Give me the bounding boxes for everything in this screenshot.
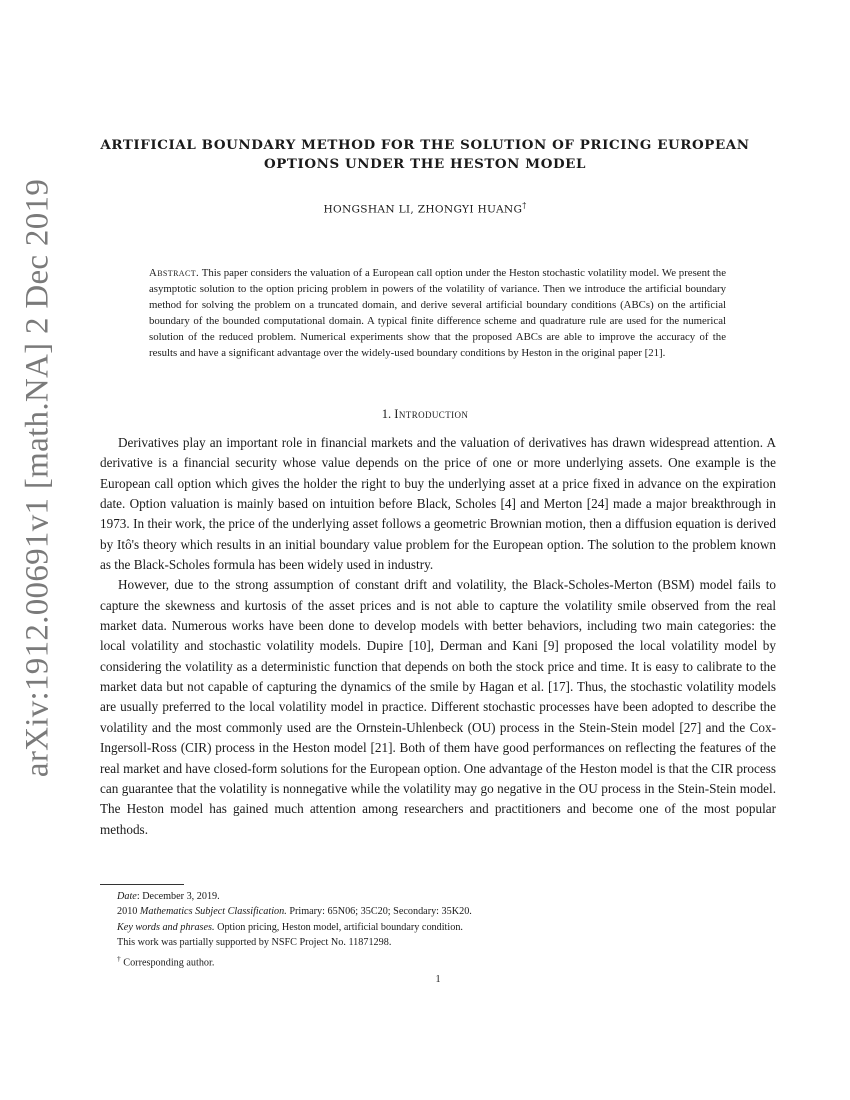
footnotes [117,889,757,970]
keywords-label: Key words and phrases. [117,921,215,933]
title-line-1: ARTIFICIAL BOUNDARY METHOD FOR THE SOLUTION OF PRICING EUROPEAN [100,137,750,153]
paragraph: However, due to the strong assumption of constant drift and volatility, the Black-Scholes-Merton (BSM) model fails to capture the skewness and kurtosis of the asset prices and is not able to capture the volatility smile observed from the real market data. Numerous works have been done to develop models with better behaviors, including two main categories: the local volatility and stochastic volatility models. Dupire [10], Derman and Kani [9] proposed the local volatility model by considering the volatility as a deterministic function that depends on both the stock price and time. It is easy to calibrate to the market data but not capable of capturing the dynamics of the smile by Hagan et al. [17]. Thus, the stochastic volatility models are usually preferred to the local volatility model in practice. Different stochastic processes have been adopted to describe the volatility and the most commonly used are the Ornstein-Uhlenbeck (OU) process in the Stein-Stein model [27] and the Cox-Ingersoll-Ross (CIR) process in the Heston model [21]. Both of them have good performances on reflecting the features of the real market and have closed-form solutions for the European option. One advantage of the Heston model is that the CIR process can guarantee that the volatility is nonnegative while the volatility may go negative in the OU process in the Stein-Stein model. The Heston model has gained much attention among researchers and practitioners and become one of the most popular methods. [100,577,776,837]
msc-prefix: 2010 [117,906,140,918]
footnote-support: This work was partially supported by NSFC Project No. 11871298. [117,937,392,949]
author-dagger-mark: † [522,201,527,210]
footnote-msc [117,904,757,919]
abstract-label: Abstract. [149,267,200,279]
section-heading [100,407,750,422]
section-title: Introduction [394,407,469,421]
msc-label: Mathematics Subject Classification. [139,906,287,918]
paper-title [100,136,750,174]
introduction-body [100,433,776,840]
footnote-keywords [117,920,757,935]
date-value: : December 3, 2019. [136,891,220,902]
abstract-text: This paper considers the valuation of a European call option under the Heston stochastic volatility model. We present the asymptotic solution to the option pricing problem in powers of the volatility of variance. Then we introduce the artificial boundary method for solving the problem on a truncated domain, and derive several artificial boundary conditions (ABCs) on the artificial boundary of the bounded computational domain. A typical finite difference scheme and quadrature rule are used for the numerical solution of the reduced problem. Numerical experiments show that the proposed ABCs are able to improve the accuracy of the results and have a significant advantage over the widely-used boundary conditions by Heston in the original paper [21]. [149,267,726,359]
date-label: Date [117,891,137,902]
msc-value: Primary: 65N06; 35C20; Secondary: 35K20. [286,906,472,918]
title-line-2: OPTIONS UNDER THE HESTON MODEL [264,156,586,172]
footnote-date [117,889,757,904]
footnote-corresponding [117,951,757,971]
section-number: 1. [381,407,392,421]
corresponding-text: Corresponding author. [120,957,215,969]
page-number: 1 [435,974,441,985]
abstract [149,266,726,361]
author-list [100,201,750,216]
corresponding-mark: † [117,953,121,963]
author-names: HONGSHAN LI, ZHONGYI HUANG [323,203,523,216]
paragraph: Derivatives play an important role in financial markets and the valuation of derivatives has drawn widespread attention. A derivative is a financial security whose value depends on the price of one or more underlying assets. One example is the European call option which gives the holder the right to buy the underlying asset at a price fixed in advance on the expiration date. Option valuation is mainly based on intuition before Black, Scholes [4] and Merton [24] made a major breakthrough in 1973. In their work, the price of the underlying asset follows a geometric Brownian motion, then a diffusion equation is derived by Itô's theory which results in an initial boundary value problem for the European option. The solution to the problem known as the Black-Scholes formula has been widely used in industry. [100,435,776,573]
arxiv-identifier: arXiv:1912.00691v1 [math.NA] 2 Dec 2019 [19,178,56,778]
footnote-rule [100,884,184,885]
keywords-value: Option pricing, Heston model, artificial boundary condition. [214,921,463,933]
